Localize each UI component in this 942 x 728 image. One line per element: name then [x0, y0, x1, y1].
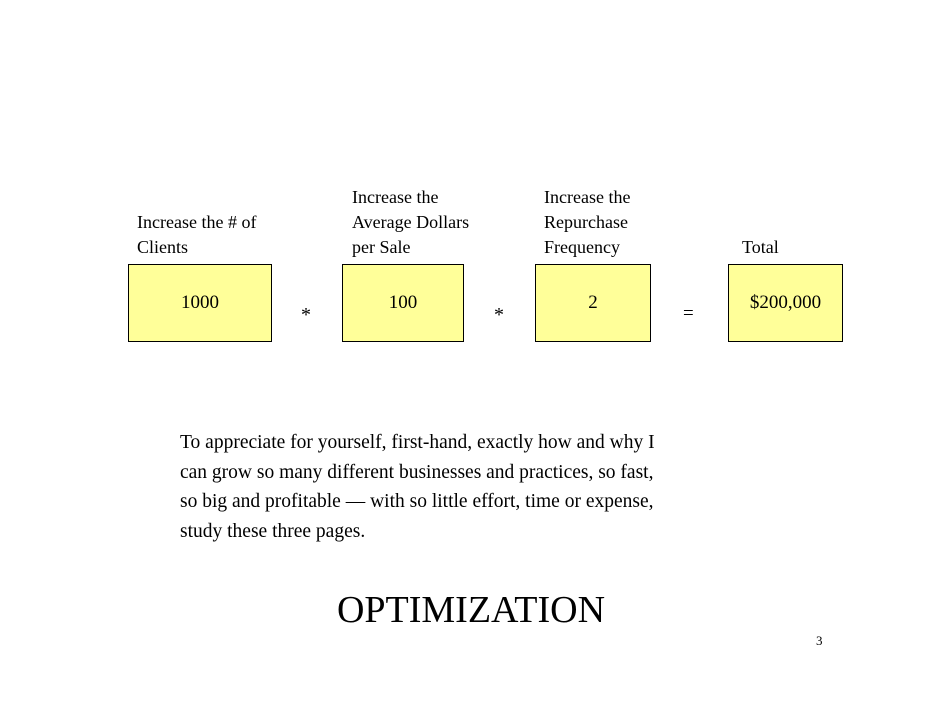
total-value: $200,000	[749, 292, 822, 313]
paragraph-line: so big and profitable — with so little effort, time or expense,	[180, 491, 654, 512]
page-number: 3	[816, 633, 823, 648]
average-dollars-box	[342, 264, 464, 342]
clients-label: Increase the # of Clients	[137, 212, 257, 257]
multiply-operator-2: *	[494, 304, 504, 326]
repurchase-box	[535, 264, 651, 342]
average-dollars-value: 100	[388, 292, 418, 313]
paragraph-line: study these three pages.	[180, 520, 366, 542]
equals-operator: =	[683, 303, 694, 324]
description-paragraph	[180, 428, 800, 546]
total-box	[728, 264, 843, 342]
clients-box	[128, 264, 272, 342]
repurchase-value: 2	[588, 292, 598, 313]
paragraph-line: To appreciate for yourself, first-hand, exactly how and why I	[180, 432, 655, 453]
paragraph-line: can grow so many different businesses and practices, so fast,	[180, 461, 654, 483]
page-title: OPTIMIZATION	[336, 589, 606, 631]
clients-value: 1000	[181, 292, 219, 313]
multiply-operator: *	[301, 304, 311, 326]
total-label: Total	[742, 237, 779, 257]
repurchase-label: Increase the Repurchase Frequency	[544, 187, 631, 257]
average-dollars-label: Increase the Average Dollars per Sale	[352, 187, 470, 257]
